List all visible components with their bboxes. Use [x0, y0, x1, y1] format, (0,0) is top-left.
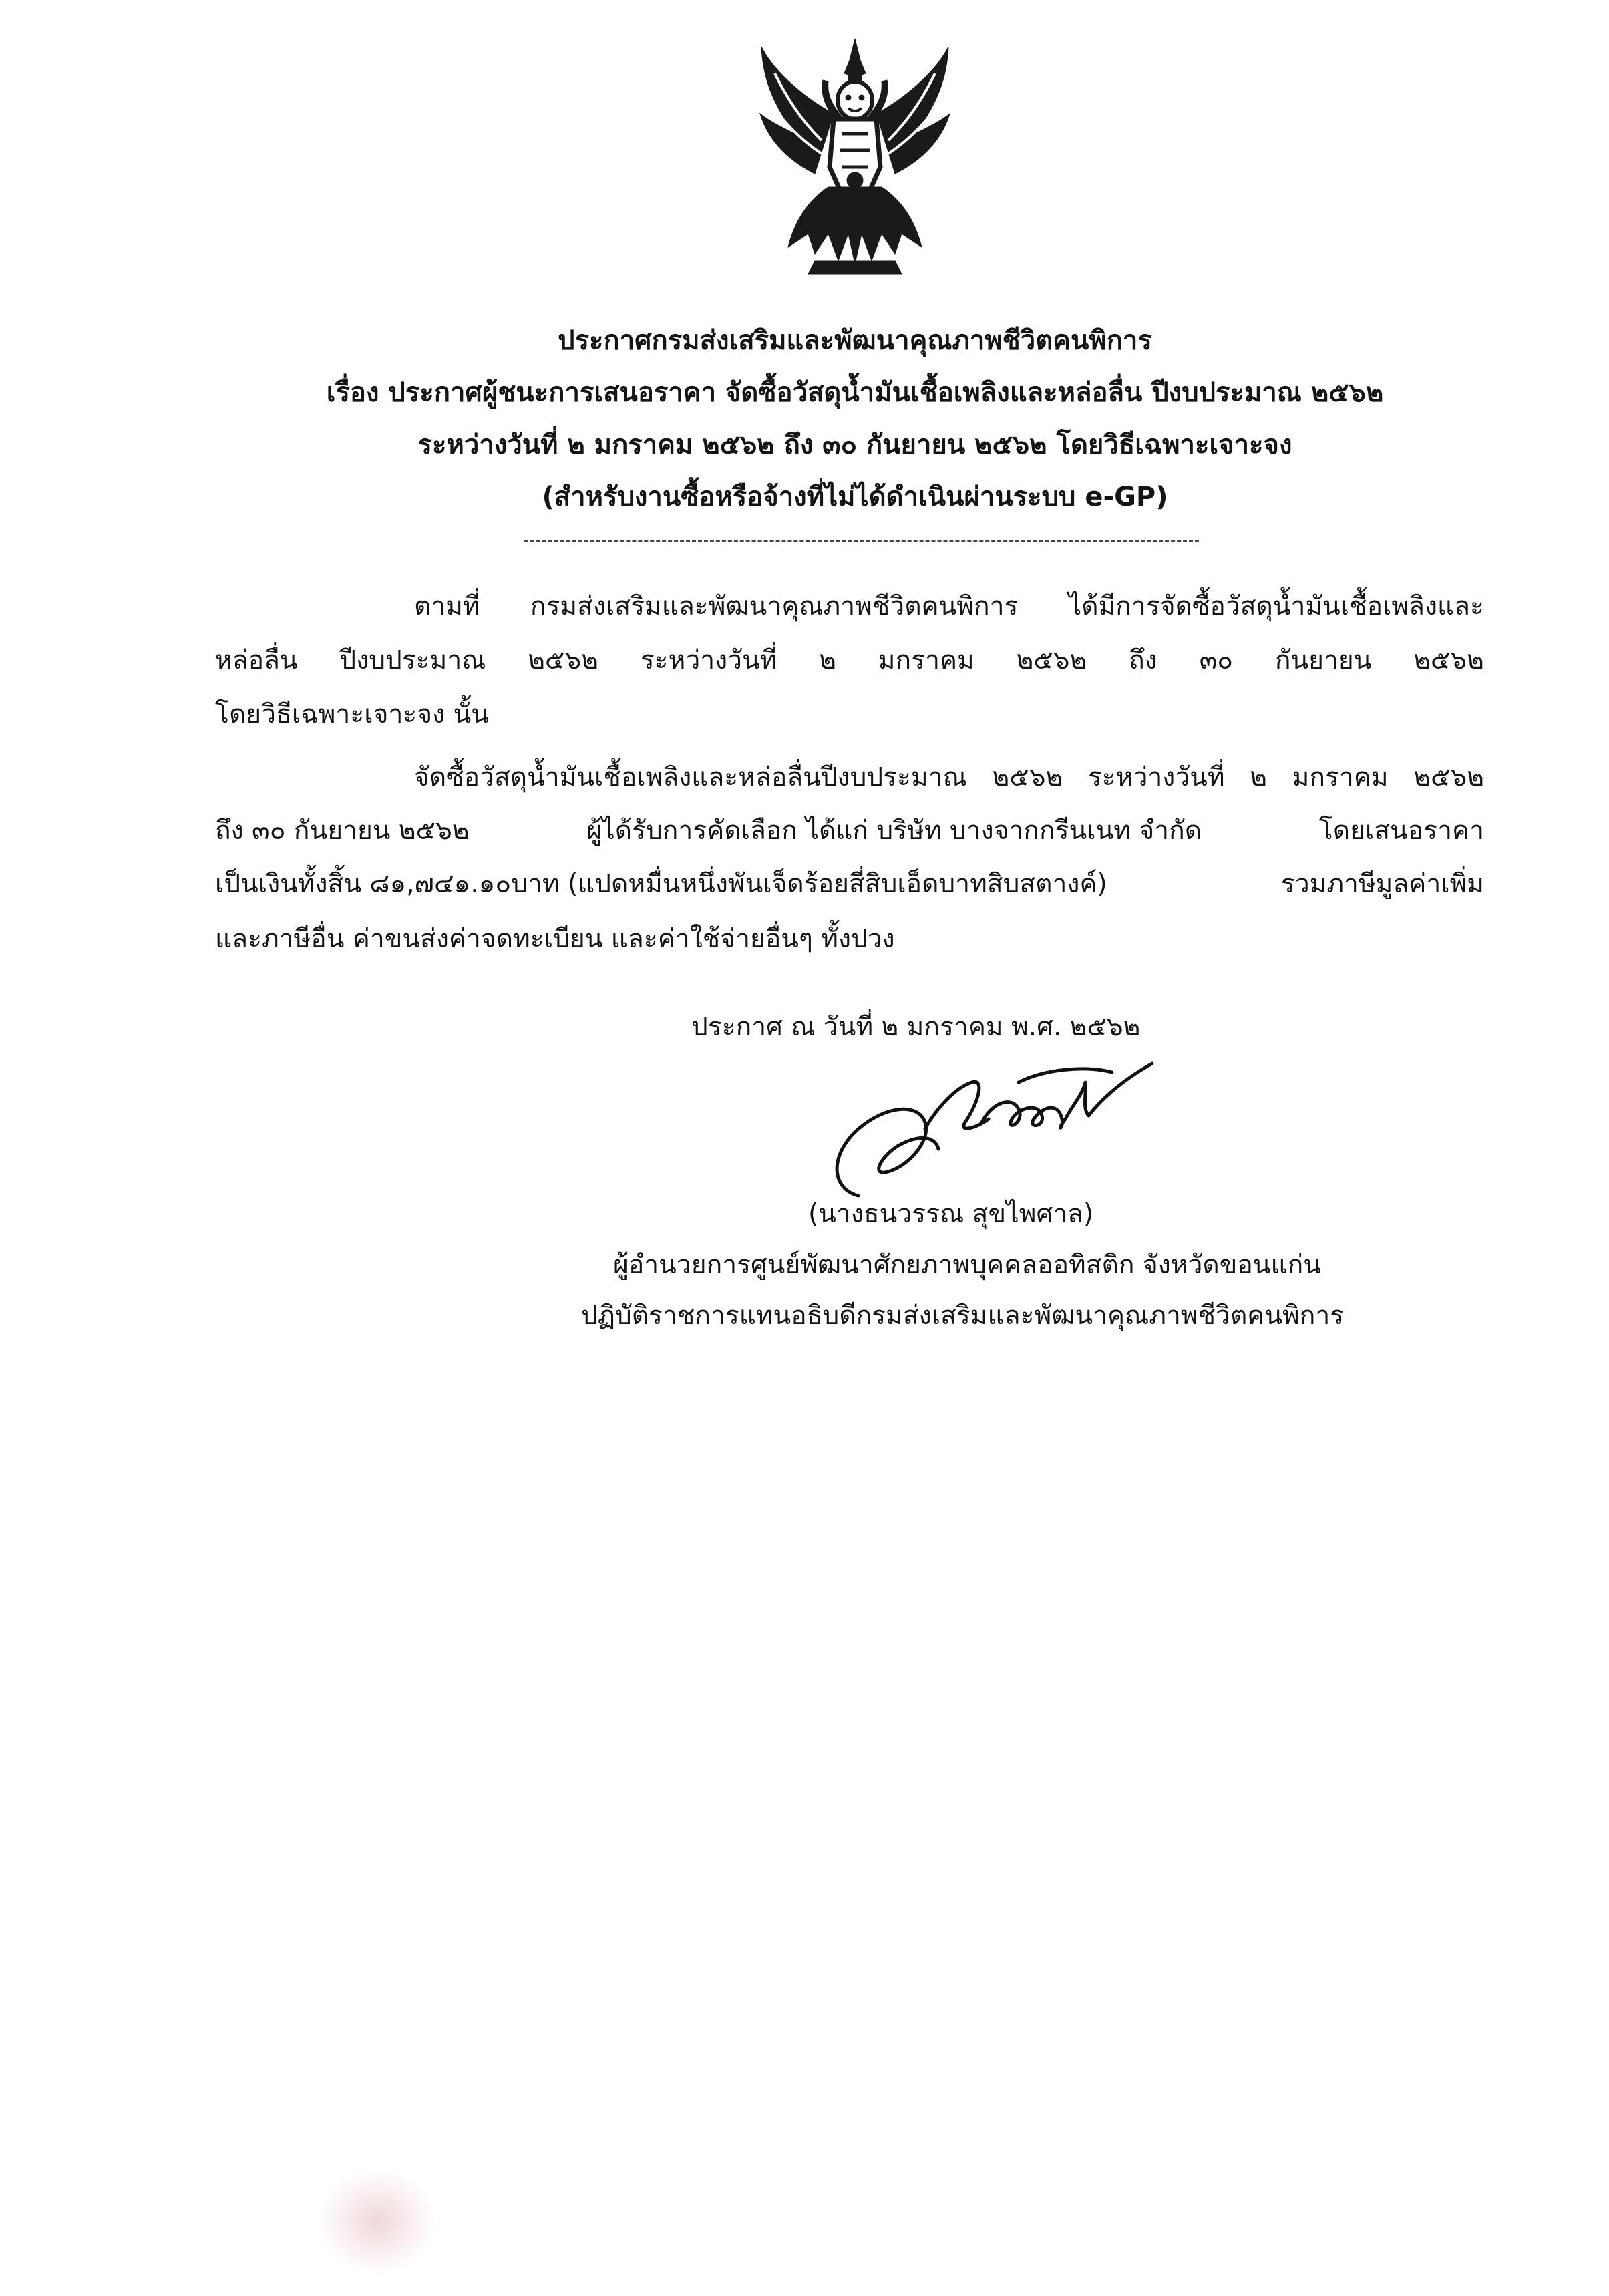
paragraph1-line3: โดยวิธีเฉพาะเจาะจง นั้น: [215, 699, 489, 729]
word: ๒๕๖๒: [1413, 645, 1484, 675]
word: โดยเสนอราคา: [1318, 816, 1484, 846]
word: กันยายน: [1274, 645, 1372, 675]
word: รวมภาษีมูลค่าเพิ่ม: [1280, 869, 1484, 899]
word: ๒๕๖๒: [528, 645, 598, 675]
paragraph2-line2: [215, 808, 1484, 854]
word: ได้มีการจัดซื้อวัสดุน้ำมันเชื้อเพลิงและ: [1068, 591, 1484, 621]
word: เป็นเงินทั้งสิ้น ๘๑,๗๔๑.๑๐บาท (แปดหมื่นหนึ่งพันเจ็ดร้อยสี่สิบเอ็ดบาทสิบสตางค์): [215, 869, 1107, 899]
word: ระหว่างวันที่: [1087, 762, 1225, 792]
paragraph1-line2: [215, 638, 1484, 683]
paragraph2-line3: [215, 862, 1484, 907]
paragraph2-line4: และภาษีอื่น ค่าขนส่งค่าจดทะเบียน และค่าใช้จ่ายอื่นๆ ทั้งปวง: [215, 924, 895, 954]
word: จัดซื้อวัสดุน้ำมันเชื้อเพลิงและหล่อลื่นปีงบประมาณ: [414, 762, 967, 792]
signatory-position: ผู้อำนวยการศูนย์พัฒนาศักยภาพบุคคลออทิสติก จังหวัดขอนแก่น: [613, 1250, 1321, 1280]
word: ๒๕๖๒: [1413, 762, 1484, 792]
paragraph1-line1: [414, 584, 1484, 629]
word: มกราคม: [878, 645, 974, 675]
garuda-emblem-icon: [748, 33, 962, 277]
word: ระหว่างวันที่: [640, 645, 777, 675]
word: มกราคม: [1292, 762, 1389, 792]
announcement-period: ระหว่างวันที่ ๒ มกราคม ๒๕๖๒ ถึง ๓๐ กันยายน ๒๕๖๒ โดยวิธีเฉพาะเจาะจง: [417, 430, 1292, 460]
word: ปีงบประมาณ: [339, 645, 486, 675]
word: ๒๕๖๒: [1016, 645, 1087, 675]
word: ถึง: [1129, 645, 1157, 675]
ink-smudge: [321, 2171, 434, 2271]
word: ๒: [1250, 762, 1267, 792]
word: กรมส่งเสริมและพัฒนาคุณภาพชีวิตคนพิการ: [530, 591, 1019, 621]
word: ตามที่: [414, 591, 480, 621]
title-divider: [524, 540, 1199, 542]
paragraph2-line1: [414, 755, 1484, 800]
announcement-subject: เรื่อง ประกาศผู้ชนะการเสนอราคา จัดซื้อวัสดุน้ำมันเชื้อเพลิงและหล่อลื่น ปีงบประมาณ ๒๕๖๒: [326, 377, 1384, 408]
signatory-name: (นางธนวรรณ สุขไพศาล): [808, 1199, 1094, 1229]
signatory-acting-position: ปฏิบัติราชการแทนอธิบดีกรมส่งเสริมและพัฒนาคุณภาพชีวิตคนพิการ: [581, 1301, 1345, 1331]
announcement-date: ประกาศ ณ วันที่ ๒ มกราคม พ.ศ. ๒๕๖๒: [691, 1012, 1141, 1042]
word: ผู้ได้รับการคัดเลือก ได้แก่ บริษัท บางจากกรีนเนท จำกัด: [586, 816, 1202, 846]
word: ๓๐: [1199, 645, 1234, 675]
word: ๒๕๖๒: [992, 762, 1063, 792]
announcement-note: (สำหรับงานซื้อหรือจ้างที่ไม่ได้ดำเนินผ่านระบบ e-GP): [542, 482, 1168, 512]
handwritten-signature: [818, 1055, 1166, 1209]
word: ถึง ๓๐ กันยายน ๒๕๖๒: [215, 816, 470, 846]
word: หล่อลื่น: [215, 645, 298, 675]
word: ๒: [819, 645, 836, 675]
announcement-title: ประกาศกรมส่งเสริมและพัฒนาคุณภาพชีวิตคนพิการ: [558, 325, 1152, 356]
